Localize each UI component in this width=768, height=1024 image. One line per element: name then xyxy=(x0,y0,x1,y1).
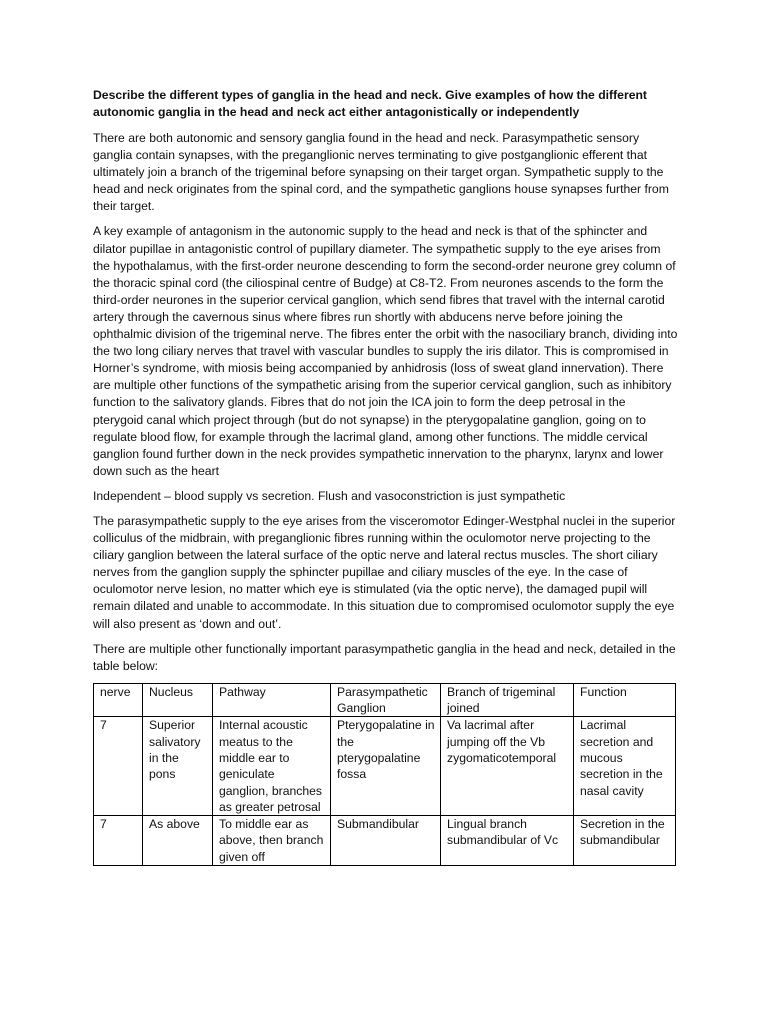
cell-nucleus: As above xyxy=(143,816,213,866)
cell-function: Lacrimal secretion and mucous secretion in the nasal cavity xyxy=(574,717,676,816)
table-header-row xyxy=(94,683,676,717)
document-page xyxy=(93,87,678,866)
cell-function: Secretion in the submandibular xyxy=(574,816,676,866)
cell-trigeminal-branch: Lingual branch submandibular of Vc xyxy=(441,816,574,866)
paragraph-table-intro: There are multiple other functionally important parasympathetic ganglia in the head and neck, detailed in the table below: xyxy=(93,641,676,673)
table-row xyxy=(94,717,676,816)
paragraph-independent-note: Independent – blood supply vs secretion. Flush and vasoconstriction is just sympathetic xyxy=(93,488,566,503)
cell-nerve: 7 xyxy=(94,816,143,866)
question-heading: Describe the different types of ganglia in the head and neck. Give examples of how the different autonomic ganglia in the head and neck act either antagonistically or independently xyxy=(93,88,647,119)
header-pathway: Pathway xyxy=(213,683,331,717)
cell-nucleus: Superior salivatory in the pons xyxy=(143,717,213,816)
paragraph-ganglia-overview: There are both autonomic and sensory ganglia found in the head and neck. Parasympathetic sensory ganglia contain synapses, with the preganglionic nerves terminating to give postganglionic efferent that ultimately join a branch of the trigeminal before synapsing on their target organ. Sympathetic supply to the head and neck originates from the spinal cord, and the sympathetic ganglions house synapses further from their target. xyxy=(93,131,669,214)
header-nucleus: Nucleus xyxy=(143,683,213,717)
header-nerve: nerve xyxy=(94,683,143,717)
cell-pathway: Internal acoustic meatus to the middle ear to geniculate ganglion, branches as greater petrosal xyxy=(213,717,331,816)
ganglia-table xyxy=(93,683,676,866)
cell-ganglion: Pterygopalatine in the pterygopalatine fossa xyxy=(331,717,441,816)
cell-nerve: 7 xyxy=(94,717,143,816)
header-function: Function xyxy=(574,683,676,717)
paragraph-parasympathetic-eye: The parasympathetic supply to the eye arises from the visceromotor Edinger-Westphal nuclei in the superior colliculus of the midbrain, with preganglionic fibres running within the oculomotor nerve projecting to the ciliary ganglion between the lateral surface of the optic nerve and lateral rectus muscles. The short ciliary nerves from the ganglion supply the sphincter pupillae and ciliary muscles of the eye. In the case of oculomotor nerve lesion, no matter which eye is stimulated (via the optic nerve), the damaged pupil will remain dilated and unable to accommodate. In this situation due to compromised oculomotor supply the eye will also present as ‘down and out’. xyxy=(93,513,676,631)
cell-trigeminal-branch: Va lacrimal after jumping off the Vb zygomaticotemporal xyxy=(441,717,574,816)
cell-pathway: To middle ear as above, then branch given off xyxy=(213,816,331,866)
paragraph-sympathetic-eye: A key example of antagonism in the autonomic supply to the head and neck is that of the sphincter and dilator pupillae in antagonistic control of pupillary diameter. The sympathetic supply to the eye arises from the hypothalamus, with the first-order neurone descending to form the second-order neurone grey column of the thoracic spinal cord (the ciliospinal centre of Budge) at C8-T2. From neurones ascends to the form the third-order neurones in the superior cervical ganglion, which send fibres that travel with the internal carotid artery through the cavernous sinus where fibres run shortly with abducens nerve before joining the ophthalmic division of the trigeminal nerve. The fibres enter the orbit with the nasociliary branch, dividing into the two long ciliary nerves that travel with vascular bundles to supply the iris dilator. This is compromised in Horner’s syndrome, with miosis being accompanied by anhidrosis (loss of sweat gland innervation). There are multiple other functions of the sympathetic arising from the superior cervical ganglion, such as inhibitory function to the salivatory glands. Fibres that do not join the ICA join to form the deep petrosal in the pterygoid canal which project through (but do not synapse) in the pterygopalatine ganglion, going on to regulate blood flow, for example through the lacrimal gland, among other functions. The middle cervical ganglion found further down in the neck provides sympathetic innervation to the pharynx, larynx and lower down such as the heart xyxy=(93,224,678,478)
table-row xyxy=(94,816,676,866)
cell-ganglion: Submandibular xyxy=(331,816,441,866)
header-trigeminal-branch: Branch of trigeminal joined xyxy=(441,683,574,717)
header-ganglion: Parasympathetic Ganglion xyxy=(331,683,441,717)
